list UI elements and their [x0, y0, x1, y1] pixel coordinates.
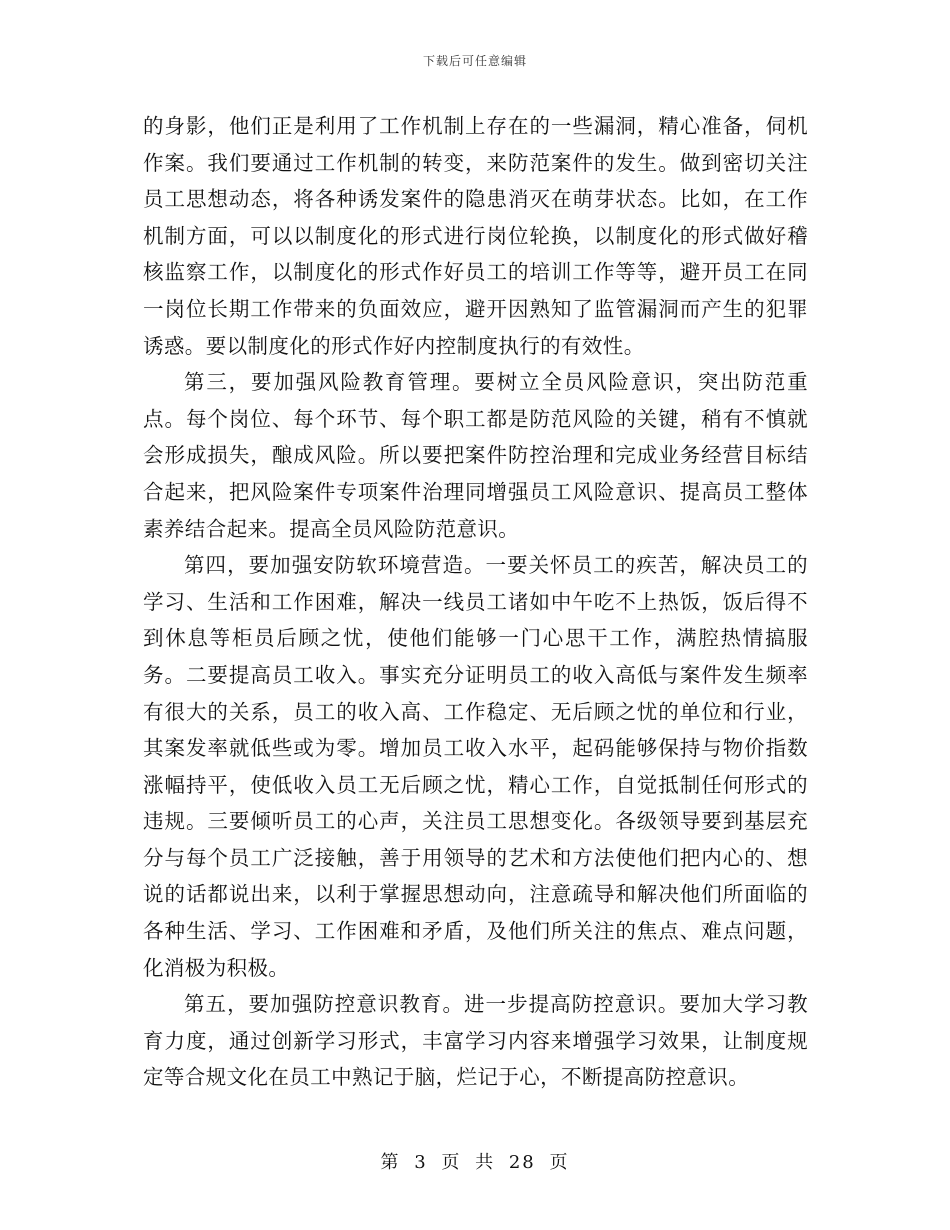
- header-note: 下载后可任意编辑: [422, 54, 527, 68]
- paragraph-fourth: 第四，要加强安防软环境营造。一要关怀员工的疾苦，解决员工的学习、生活和工作困难，解决一线员工诸如中午吃不上热饭，饭后得不到休息等柜员后顾之忧，使他们能够一门心思干工作，满腔热情搞服务。二要提高员工收入。事实充分证明员工的收入高低与案件发生频率有很大的关系，员工的收入高、工作稳定、无后顾之忧的单位和行业，其案发率就低些或为零。增加员工收入水平，起码能够保持与物价指数涨幅持平，使低收入员工无后顾之忧，精心工作，自觉抵制任何形式的违规。三要倾听员工的心声，关注员工思想变化。各级领导要到基层充分与每个员工广泛接触，善于用领导的艺术和方法使他们把内心的、想说的话都说出来，以利于掌握思想动向，注意疏导和解决他们所面临的各种生活、学习、工作困难和矛盾，及他们所关注的焦点、难点问题，化消极为积极。: [143, 553, 808, 980]
- paragraph-third: 第三，要加强风险教育管理。要树立全员风险意识，突出防范重点。每个岗位、每个环节、每个职工都是防范风险的关键，稍有不慎就会形成损失，酿成风险。所以要把案件防控治理和完成业务经营目标结合起来，把风险案件专项案件治理同增强员工风险意识、提高员工整体素养结合起来。提高全员风险防范意识。: [143, 370, 808, 541]
- paragraph-fifth: 第五，要加强防控意识教育。进一步提高防控意识。要加大学习教育力度，通过创新学习形式，丰富学习内容来增强学习效果，让制度规定等合规文化在员工中熟记于脑，烂记于心，不断提高防控意识。: [143, 992, 808, 1090]
- paragraph-continuation: 的身影，他们正是利用了工作机制上存在的一些漏洞，精心准备，伺机作案。我们要通过工作机制的转变，来防范案件的发生。做到密切关注员工思想动态，将各种诱发案件的隐患消灭在萌芽状态。比如，在工作机制方面，可以以制度化的形式进行岗位轮换，以制度化的形式做好稽核监察工作，以制度化的形式作好员工的培训工作等等，避开员工在同一岗位长期工作带来的负面效应，避开因熟知了监管漏洞而产生的犯罪诱惑。要以制度化的形式作好内控制度执行的有效性。: [143, 114, 808, 358]
- document-body: [143, 108, 808, 1096]
- page-number-footer: 第 3 页 共 28 页: [380, 1152, 570, 1173]
